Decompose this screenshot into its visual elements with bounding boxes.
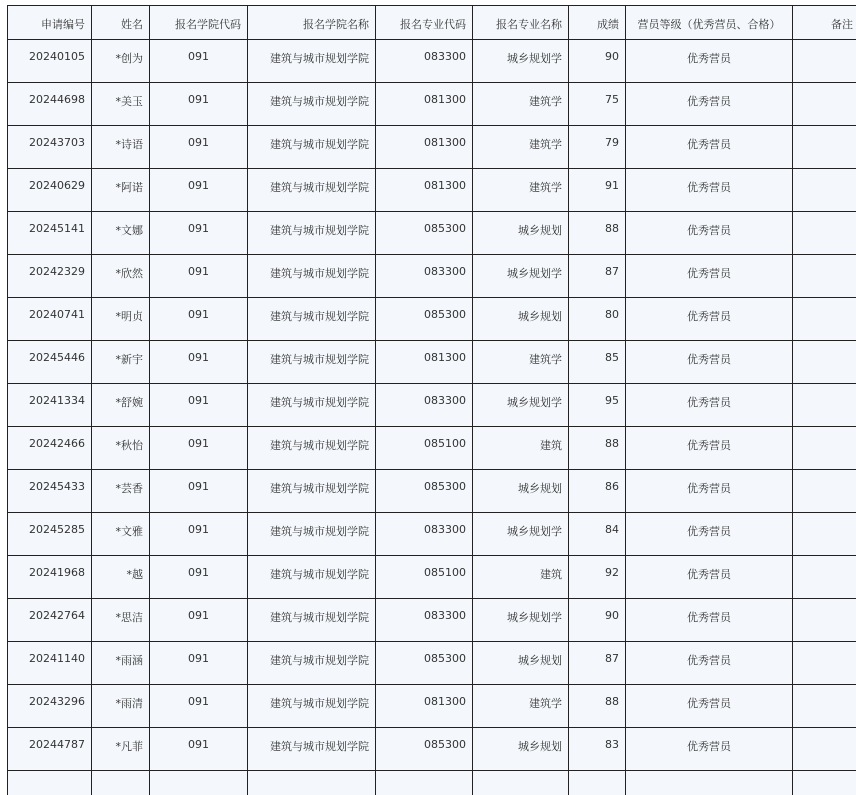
cell-major-name — [473, 771, 569, 795]
results-sheet — [7, 5, 856, 795]
cell-score: 87 — [569, 255, 626, 298]
cell-major-code: 081300 — [376, 341, 473, 384]
cell-college-name: 建筑与城市规划学院 — [248, 384, 376, 427]
cell-note — [793, 212, 856, 255]
cell-major-name: 建筑学 — [473, 685, 569, 728]
cell-college-code: 091 — [150, 470, 248, 513]
cell-name: *美玉 — [92, 83, 150, 126]
cell-college-name: 建筑与城市规划学院 — [248, 599, 376, 642]
cell-major-name: 城乡规划学 — [473, 513, 569, 556]
cell-application-id: 20244787 — [8, 728, 92, 771]
cell-level: 优秀营员 — [626, 126, 793, 169]
cell-major-code: 083300 — [376, 384, 473, 427]
cell-college-code: 091 — [150, 599, 248, 642]
cell-score: 90 — [569, 599, 626, 642]
cell-college-code: 091 — [150, 556, 248, 599]
cell-note — [793, 169, 856, 212]
table-row — [8, 556, 856, 599]
header-college-name: 报名学院名称 — [248, 6, 376, 40]
cell-major-code: 081300 — [376, 685, 473, 728]
header-major-code: 报名专业代码 — [376, 6, 473, 40]
cell-name: *思洁 — [92, 599, 150, 642]
cell-score: 92 — [569, 556, 626, 599]
cell-score: 75 — [569, 83, 626, 126]
cell-major-name: 城乡规划 — [473, 642, 569, 685]
cell-major-code: 085100 — [376, 427, 473, 470]
cell-major-code: 083300 — [376, 599, 473, 642]
cell-major-name: 城乡规划学 — [473, 255, 569, 298]
cell-major-code: 081300 — [376, 126, 473, 169]
cell-application-id: 20242466 — [8, 427, 92, 470]
cell-level: 优秀营员 — [626, 212, 793, 255]
cell-application-id: 20245141 — [8, 212, 92, 255]
cell-college-name: 建筑与城市规划学院 — [248, 83, 376, 126]
cell-college-code: 091 — [150, 126, 248, 169]
header-major-name: 报名专业名称 — [473, 6, 569, 40]
cell-level: 优秀营员 — [626, 83, 793, 126]
cell-level: 优秀营员 — [626, 728, 793, 771]
applicant-table — [7, 5, 856, 795]
cell-score: 84 — [569, 513, 626, 556]
table-row — [8, 212, 856, 255]
cell-college-code: 091 — [150, 685, 248, 728]
cell-note — [793, 384, 856, 427]
cell-major-name: 建筑学 — [473, 83, 569, 126]
cell-application-id — [8, 771, 92, 795]
cell-note — [793, 599, 856, 642]
cell-major-code: 083300 — [376, 513, 473, 556]
table-row — [8, 685, 856, 728]
cell-application-id: 20243296 — [8, 685, 92, 728]
cell-application-id: 20240741 — [8, 298, 92, 341]
table-row — [8, 513, 856, 556]
cell-college-name: 建筑与城市规划学院 — [248, 169, 376, 212]
cell-note — [793, 341, 856, 384]
cell-name — [92, 771, 150, 795]
cell-note — [793, 685, 856, 728]
cell-name: *文娜 — [92, 212, 150, 255]
cell-name: *凡菲 — [92, 728, 150, 771]
cell-application-id: 20240105 — [8, 40, 92, 83]
cell-application-id: 20242329 — [8, 255, 92, 298]
cell-major-code: 083300 — [376, 40, 473, 83]
cell-college-code: 091 — [150, 169, 248, 212]
cell-name: *文雅 — [92, 513, 150, 556]
cell-college-name: 建筑与城市规划学院 — [248, 427, 376, 470]
cell-name: *阿诺 — [92, 169, 150, 212]
cell-note — [793, 298, 856, 341]
table-body — [8, 40, 856, 795]
cell-note — [793, 427, 856, 470]
header-college-code: 报名学院代码 — [150, 6, 248, 40]
cell-level — [626, 771, 793, 795]
cell-college-name: 建筑与城市规划学院 — [248, 642, 376, 685]
header-score: 成绩 — [569, 6, 626, 40]
table-row — [8, 470, 856, 513]
cell-note — [793, 470, 856, 513]
cell-major-name: 城乡规划学 — [473, 599, 569, 642]
cell-note — [793, 556, 856, 599]
cell-major-code: 083300 — [376, 255, 473, 298]
cell-application-id: 20242764 — [8, 599, 92, 642]
cell-college-code — [150, 771, 248, 795]
cell-score: 88 — [569, 685, 626, 728]
cell-name: *诗语 — [92, 126, 150, 169]
cell-level: 优秀营员 — [626, 685, 793, 728]
cell-score: 85 — [569, 341, 626, 384]
cell-score: 95 — [569, 384, 626, 427]
cell-college-name: 建筑与城市规划学院 — [248, 728, 376, 771]
cell-score: 90 — [569, 40, 626, 83]
cell-major-name: 城乡规划 — [473, 470, 569, 513]
cell-college-name: 建筑与城市规划学院 — [248, 556, 376, 599]
cell-college-code: 091 — [150, 298, 248, 341]
cell-name: *越 — [92, 556, 150, 599]
cell-college-name: 建筑与城市规划学院 — [248, 212, 376, 255]
cell-note — [793, 255, 856, 298]
cell-college-code: 091 — [150, 384, 248, 427]
cell-level: 优秀营员 — [626, 427, 793, 470]
table-row — [8, 728, 856, 771]
header-application-id: 申请编号 — [8, 6, 92, 40]
cell-college-code: 091 — [150, 513, 248, 556]
cell-major-name: 建筑 — [473, 556, 569, 599]
table-row — [8, 771, 856, 795]
table-row — [8, 169, 856, 212]
cell-major-name: 建筑学 — [473, 341, 569, 384]
table-row — [8, 341, 856, 384]
cell-name: *雨清 — [92, 685, 150, 728]
cell-level: 优秀营员 — [626, 384, 793, 427]
cell-college-code: 091 — [150, 255, 248, 298]
cell-application-id: 20241968 — [8, 556, 92, 599]
cell-level: 优秀营员 — [626, 556, 793, 599]
cell-college-name: 建筑与城市规划学院 — [248, 341, 376, 384]
cell-major-code: 081300 — [376, 83, 473, 126]
cell-application-id: 20241140 — [8, 642, 92, 685]
cell-level: 优秀营员 — [626, 298, 793, 341]
cell-application-id: 20241334 — [8, 384, 92, 427]
cell-score: 88 — [569, 212, 626, 255]
cell-college-name: 建筑与城市规划学院 — [248, 255, 376, 298]
cell-score: 80 — [569, 298, 626, 341]
cell-level: 优秀营员 — [626, 599, 793, 642]
cell-score: 83 — [569, 728, 626, 771]
cell-major-name: 城乡规划 — [473, 728, 569, 771]
cell-major-code: 085300 — [376, 212, 473, 255]
table-row — [8, 126, 856, 169]
cell-score: 86 — [569, 470, 626, 513]
cell-college-name: 建筑与城市规划学院 — [248, 685, 376, 728]
cell-major-name: 城乡规划 — [473, 298, 569, 341]
cell-college-code: 091 — [150, 728, 248, 771]
cell-major-code: 085300 — [376, 298, 473, 341]
cell-major-code: 085300 — [376, 642, 473, 685]
cell-application-id: 20245446 — [8, 341, 92, 384]
cell-major-code — [376, 771, 473, 795]
cell-college-code: 091 — [150, 212, 248, 255]
table-row — [8, 642, 856, 685]
cell-college-code: 091 — [150, 341, 248, 384]
cell-college-code: 091 — [150, 83, 248, 126]
cell-level: 优秀营员 — [626, 470, 793, 513]
cell-college-code: 091 — [150, 642, 248, 685]
cell-major-code: 085300 — [376, 470, 473, 513]
cell-application-id: 20243703 — [8, 126, 92, 169]
cell-college-name: 建筑与城市规划学院 — [248, 470, 376, 513]
cell-college-name: 建筑与城市规划学院 — [248, 126, 376, 169]
cell-level: 优秀营员 — [626, 341, 793, 384]
cell-score: 91 — [569, 169, 626, 212]
header-name: 姓名 — [92, 6, 150, 40]
table-row — [8, 255, 856, 298]
header-level: 营员等级（优秀营员、合格） — [626, 6, 793, 40]
cell-major-name: 城乡规划学 — [473, 384, 569, 427]
cell-major-name: 建筑 — [473, 427, 569, 470]
cell-name: *舒婉 — [92, 384, 150, 427]
cell-note — [793, 40, 856, 83]
cell-score — [569, 771, 626, 795]
table-row — [8, 40, 856, 83]
cell-level: 优秀营员 — [626, 40, 793, 83]
cell-name: *新宇 — [92, 341, 150, 384]
cell-major-name: 城乡规划学 — [473, 40, 569, 83]
cell-college-name: 建筑与城市规划学院 — [248, 298, 376, 341]
table-row — [8, 599, 856, 642]
cell-name: *欣然 — [92, 255, 150, 298]
cell-college-code: 091 — [150, 427, 248, 470]
cell-college-code: 091 — [150, 40, 248, 83]
table-row — [8, 384, 856, 427]
cell-application-id: 20244698 — [8, 83, 92, 126]
cell-note — [793, 126, 856, 169]
cell-name: *创为 — [92, 40, 150, 83]
cell-major-name: 建筑学 — [473, 169, 569, 212]
cell-score: 87 — [569, 642, 626, 685]
cell-major-name: 建筑学 — [473, 126, 569, 169]
cell-college-name: 建筑与城市规划学院 — [248, 40, 376, 83]
cell-major-name: 城乡规划 — [473, 212, 569, 255]
cell-application-id: 20240629 — [8, 169, 92, 212]
cell-name: *秋怡 — [92, 427, 150, 470]
cell-score: 79 — [569, 126, 626, 169]
cell-level: 优秀营员 — [626, 169, 793, 212]
cell-level: 优秀营员 — [626, 642, 793, 685]
cell-level: 优秀营员 — [626, 255, 793, 298]
cell-college-name — [248, 771, 376, 795]
cell-note — [793, 83, 856, 126]
header-row — [8, 6, 856, 40]
cell-major-code: 085300 — [376, 728, 473, 771]
cell-note — [793, 728, 856, 771]
table-row — [8, 427, 856, 470]
cell-note — [793, 642, 856, 685]
cell-name: *芸香 — [92, 470, 150, 513]
header-note: 备注 — [793, 6, 856, 40]
cell-level: 优秀营员 — [626, 513, 793, 556]
cell-note — [793, 513, 856, 556]
cell-application-id: 20245433 — [8, 470, 92, 513]
cell-application-id: 20245285 — [8, 513, 92, 556]
cell-major-code: 085100 — [376, 556, 473, 599]
table-row — [8, 83, 856, 126]
cell-score: 88 — [569, 427, 626, 470]
cell-major-code: 081300 — [376, 169, 473, 212]
cell-note — [793, 771, 856, 795]
cell-college-name: 建筑与城市规划学院 — [248, 513, 376, 556]
cell-name: *明贞 — [92, 298, 150, 341]
cell-name: *雨涵 — [92, 642, 150, 685]
table-row — [8, 298, 856, 341]
